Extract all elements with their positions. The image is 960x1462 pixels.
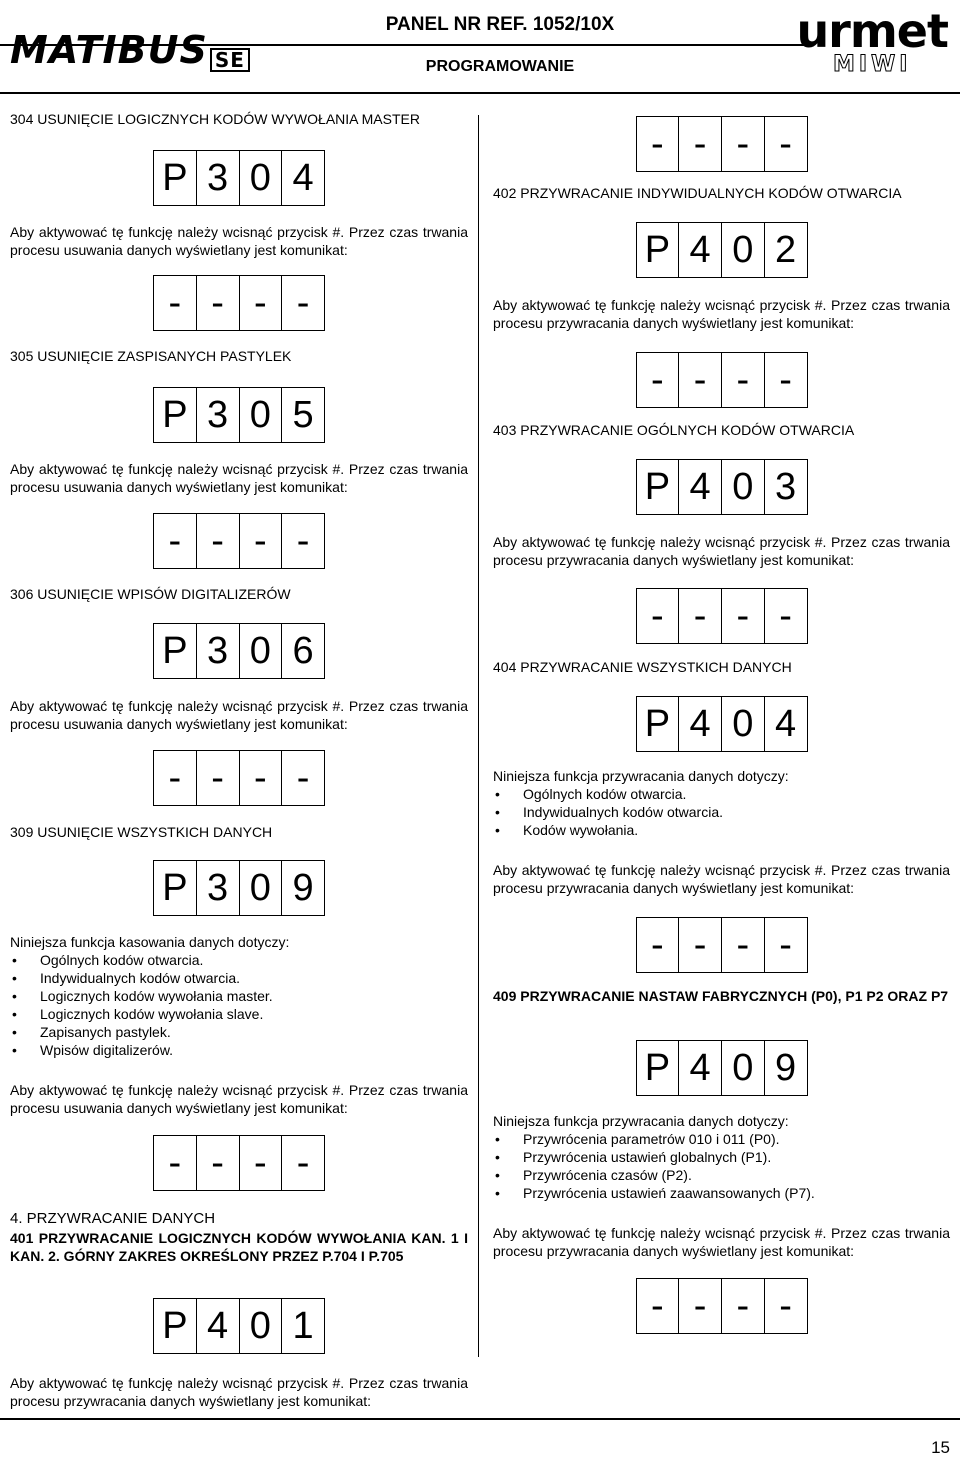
section-title: 401 PRZYWRACANIE LOGICZNYCH KODÓW WYWOŁANIA KAN. 1 I KAN. 2. GÓRNY ZAKRES OKREŚLONY PRZEZ P.704 I P.705 [10,1230,468,1264]
section-404 [493,658,950,676]
list-item: • Przywrócenia parametrów 010 i 011 (P0). [523,1130,950,1148]
section-309 [10,823,468,841]
code-display-304 [10,150,468,206]
section-304 [10,110,468,128]
code-display-309: P 3 0 9 [10,860,468,916]
digit: 3 [197,151,240,205]
page-subtitle: PROGRAMOWANIE [425,58,575,75]
column-divider [478,115,479,1357]
instruction-text: Aby aktywować tę funkcję należy wcisnąć przycisk #. Przez czas trwania procesu przywracania danych wyświetlany jest komunikat: [10,1375,468,1409]
footer-rule [0,1418,960,1420]
section-title: 306 USUNIĘCIE WPISÓW DIGITALIZERÓW [10,586,291,602]
section-title: 404 PRZYWRACANIE WSZYSTKICH DANYCH [493,659,792,675]
list-item: • Indywidualnych kodów otwarcia. [40,969,468,987]
header-rule-left [0,44,270,46]
list-item: • Przywrócenia czasów (P2). [523,1166,950,1184]
list-item: • Zapisanych pastylek. [40,1023,468,1041]
code-display-305: P 3 0 5 [10,387,468,443]
urmet-logo [796,4,948,77]
page-title: PANEL NR REF. 1052/10X [385,14,615,35]
dash-display: - - - - [10,275,468,331]
scope-list-309: Niniejsza funkcja kasowania danych dotyczy: • Ogólnych kodów otwarcia. • Indywidualnych kodów otwarcia. • Logicznych kodów wywołania master. • Logicznych kodów wywołania slave. • Zapisanych pastylek. • Wpisów digitalizerów. [10,933,468,1059]
section-402 [493,184,950,202]
logo-text: MATIBUS [10,28,208,72]
section-title: 309 USUNIĘCIE WSZYSTKICH DANYCH [10,824,273,840]
digit: 4 [292,157,314,199]
instruction-text: Aby aktywować tę funkcję należy wcisnąć przycisk #. Przez czas trwania procesu przywracania danych wyświetlany jest komunikat: [493,534,950,568]
header-bottom-rule [0,92,960,94]
code-display-306: P 3 0 6 [10,623,468,679]
list-item: • Logicznych kodów wywołania master. [40,987,468,1005]
section-title: 409 PRZYWRACANIE NASTAW FABRYCZNYCH (P0), P1 P2 ORAZ P7 [493,988,949,1004]
dash-display: - - - - [493,917,950,973]
section-409 [493,987,950,1005]
section-title: 402 PRZYWRACANIE INDYWIDUALNYCH KODÓW OTWARCIA [493,185,902,201]
list-item: • Przywrócenia ustawień zaawansowanych (P7). [523,1184,950,1202]
instruction-text: Aby aktywować tę funkcję należy wcisnąć przycisk #. Przez czas trwania procesu przywracania danych wyświetlany jest komunikat: [493,1225,950,1259]
list-item: • Przywrócenia ustawień globalnych (P1). [523,1148,950,1166]
list-item: • Indywidualnych kodów otwarcia. [523,803,950,821]
section-title: 305 USUNIĘCIE ZASPISANYCH PASTYLEK [10,348,292,364]
digit: 0 [240,151,283,205]
dash-display: - - - - [493,588,950,644]
header-rule [270,44,810,46]
code-display-401: P 4 0 1 [10,1298,468,1354]
list-item: • Logicznych kodów wywołania slave. [40,1005,468,1023]
dash-display: - - - - [493,352,950,408]
logo-suffix: SE [210,48,250,72]
dash-display: - - - - [10,750,468,806]
section-305 [10,347,468,365]
scope-list-404: Niniejsza funkcja przywracania danych dotyczy: • Ogólnych kodów otwarcia. • Indywidualnych kodów otwarcia. • Kodów wywołania. [493,767,950,839]
miwi-text: MIWI [832,52,912,77]
list-item: • Ogólnych kodów otwarcia. [40,951,468,969]
instruction-text: Aby aktywować tę funkcję należy wcisnąć przycisk #. Przez czas trwania procesu usuwania danych wyświetlany jest komunikat: [10,224,468,258]
instruction-text: Aby aktywować tę funkcję należy wcisnąć przycisk #. Przez czas trwania procesu przywracania danych wyświetlany jest komunikat: [493,862,950,896]
list-item: • Wpisów digitalizerów. [40,1041,468,1059]
dash-display: - - - - [493,1278,950,1334]
dash-display: - - - - [10,1135,468,1191]
code-display-402: P 4 0 2 [493,222,950,278]
code-display [153,150,325,206]
matibus-logo [10,28,250,72]
code-display-404: P 4 0 4 [493,696,950,752]
page-number: 15 [931,1438,950,1457]
instruction-text: Aby aktywować tę funkcję należy wcisnąć przycisk #. Przez czas trwania procesu usuwania danych wyświetlany jest komunikat: [10,461,468,495]
dash-display: - - - - [493,116,950,172]
chapter-4-title: 4. PRZYWRACANIE DANYCH [10,1210,216,1227]
urmet-text: urmet [796,4,948,58]
instruction-text: Aby aktywować tę funkcję należy wcisnąć przycisk #. Przez czas trwania procesu usuwania danych wyświetlany jest komunikat: [10,1082,468,1116]
section-306 [10,585,468,603]
section-403 [493,421,950,439]
instruction-text: Aby aktywować tę funkcję należy wcisnąć przycisk #. Przez czas trwania procesu przywracania danych wyświetlany jest komunikat: [493,297,950,331]
section-title: 304 USUNIĘCIE LOGICZNYCH KODÓW WYWOŁANIA MASTER [10,111,420,127]
instruction-text: Aby aktywować tę funkcję należy wcisnąć przycisk #. Przez czas trwania procesu usuwania danych wyświetlany jest komunikat: [10,698,468,732]
code-display-403: P 4 0 3 [493,459,950,515]
page-header [0,0,960,95]
scope-list-409: Niniejsza funkcja przywracania danych dotyczy: • Przywrócenia parametrów 010 i 011 (P0). • Przywrócenia ustawień globalnych (P1). • Przywrócenia czasów (P2). • Przywrócenia ustawień zaawansowanych (P7). [493,1112,950,1202]
section-title: 403 PRZYWRACANIE OGÓLNYCH KODÓW OTWARCIA [493,422,855,438]
dash-display: - - - - [10,513,468,569]
section-401 [10,1229,470,1265]
digit: P [154,151,197,205]
list-item: • Kodów wywołania. [523,821,950,839]
code-display-409: P 4 0 9 [493,1040,950,1096]
list-item: • Ogólnych kodów otwarcia. [523,785,950,803]
